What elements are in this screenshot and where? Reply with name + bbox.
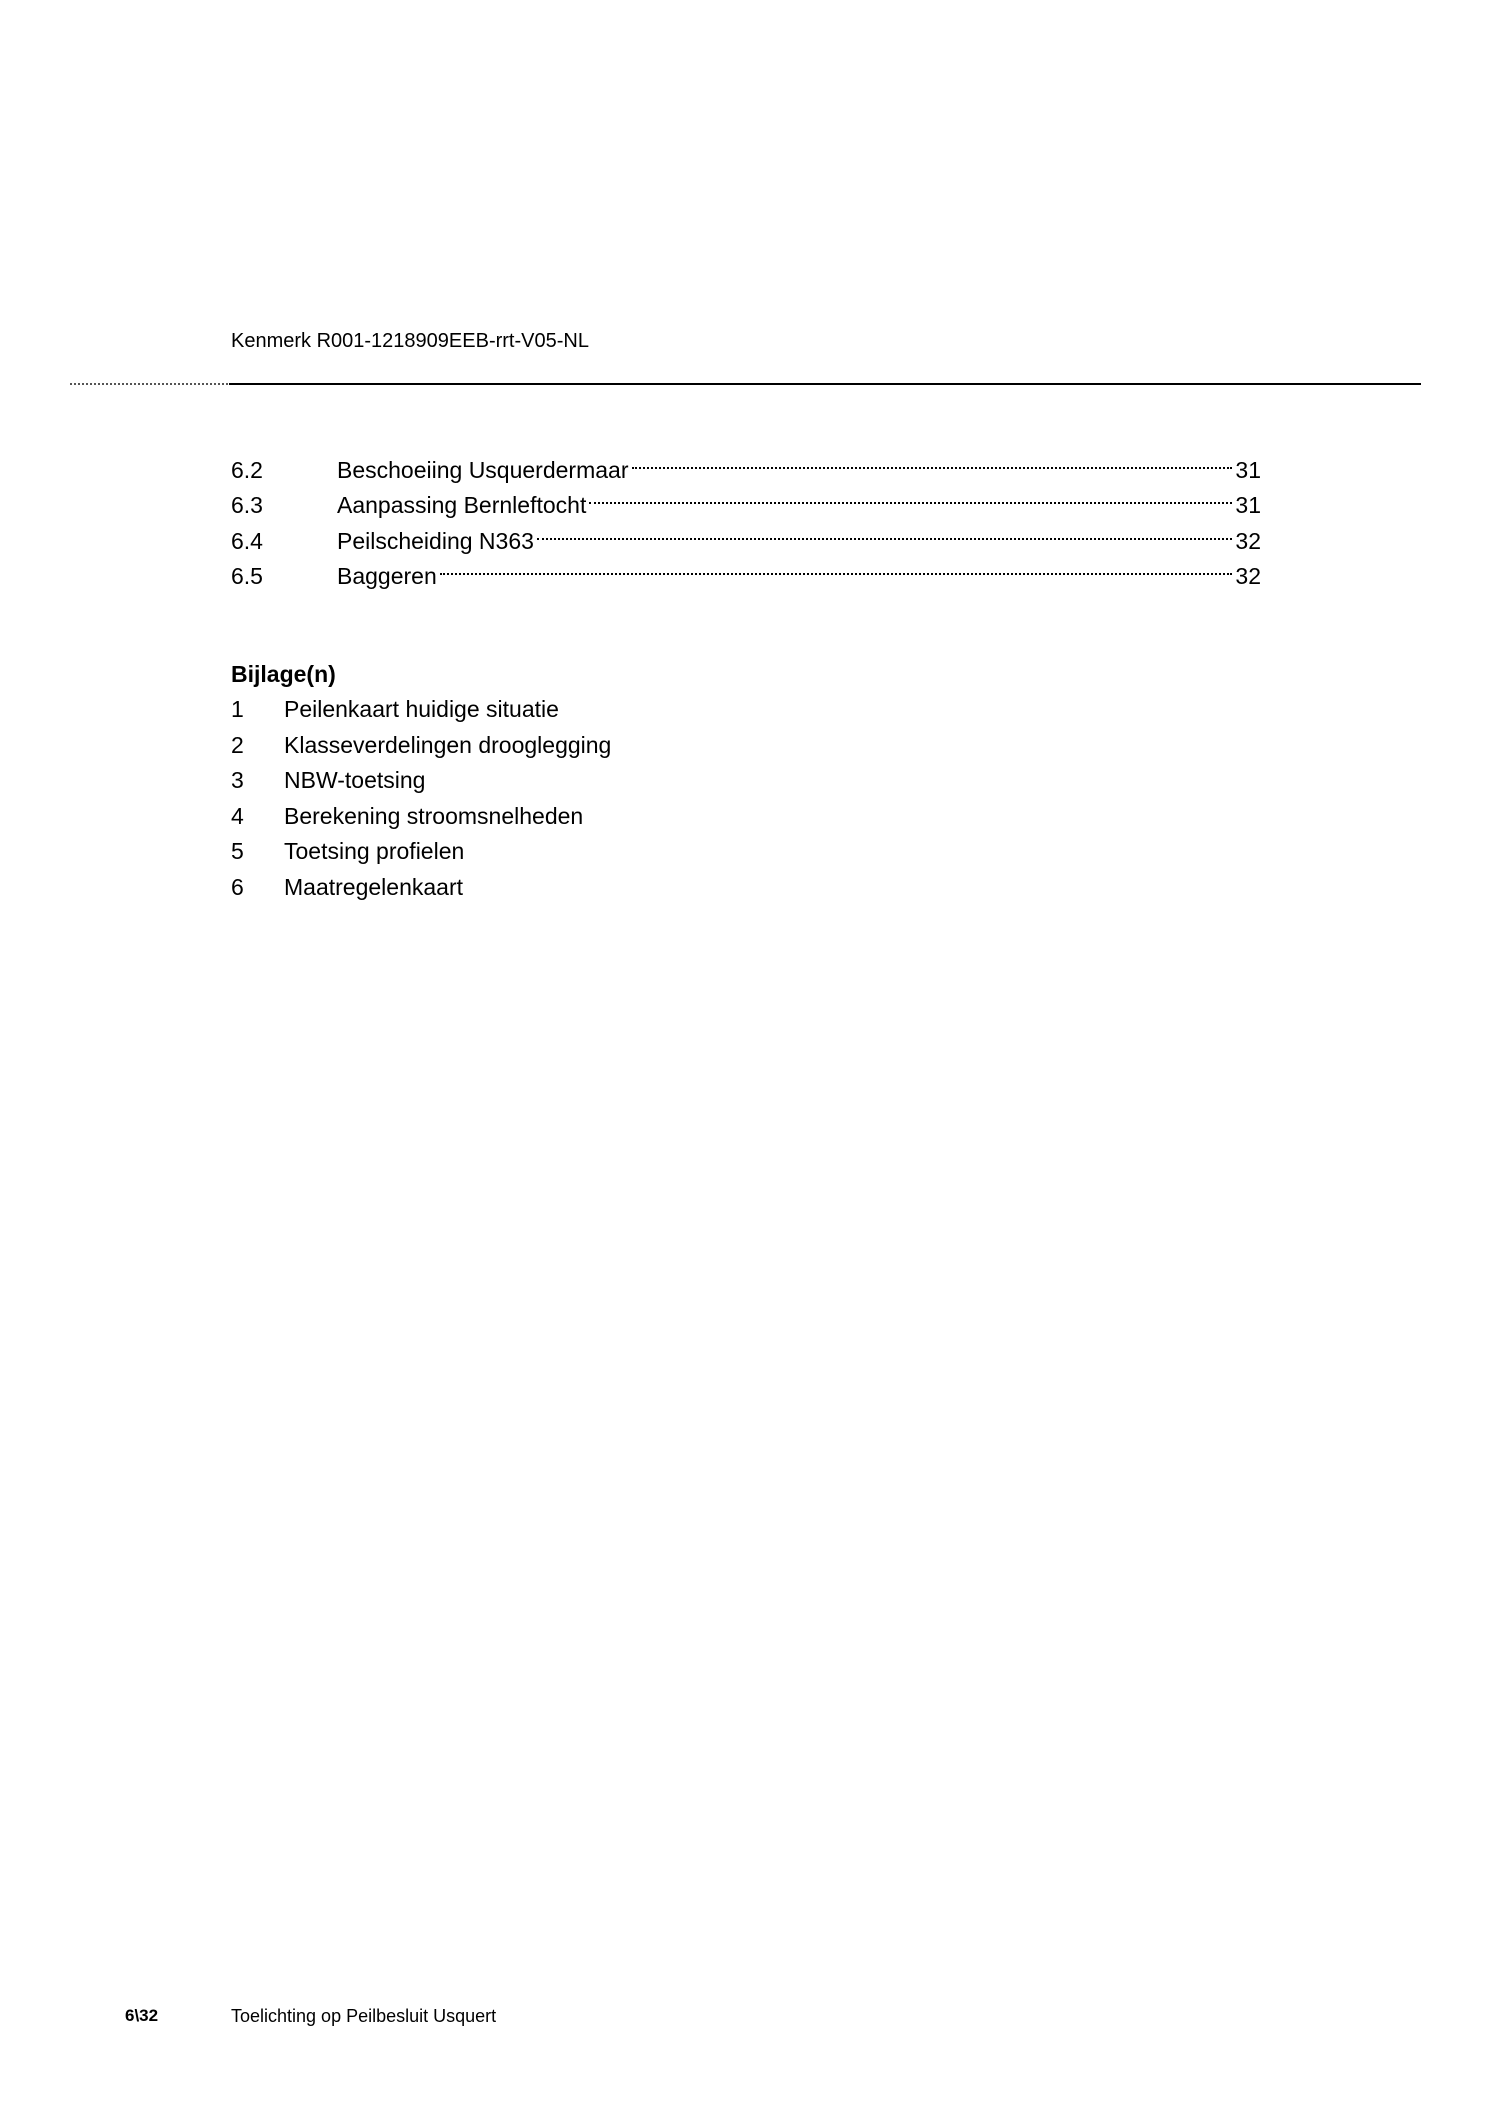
appendix-item-number: 1	[231, 696, 244, 722]
toc-entry-page: 31	[1235, 456, 1261, 483]
toc-entry-number: 6.4	[231, 527, 263, 554]
toc-entry-page: 32	[1235, 563, 1261, 589]
toc-entry[interactable]	[231, 442, 1261, 483]
toc-entry-number: 6.5	[231, 563, 263, 589]
toc-dot-leader	[589, 478, 1232, 514]
appendix-item-number: 3	[231, 767, 244, 793]
toc-entry-title: Peilscheiding N363	[337, 527, 534, 554]
toc-entry-page: 31	[1235, 492, 1261, 518]
footer-document-title: Toelichting op Peilbesluit Usquert	[231, 2006, 497, 2026]
appendix-item-title: Peilenkaart huidige situatie	[284, 696, 559, 722]
appendix-item-number: 6	[231, 873, 244, 900]
appendix-item-title: Klasseverdelingen drooglegging	[284, 731, 612, 758]
toc-entry-number: 6.3	[231, 492, 263, 518]
footer-page-number: 6\32	[125, 2006, 159, 2025]
appendix-item	[231, 870, 611, 906]
table-of-contents	[231, 442, 1261, 589]
toc-dot-leader	[537, 513, 1233, 549]
appendix-item-title: Berekening stroomsnelheden	[284, 802, 584, 829]
appendix-item-title: Toetsing profielen	[284, 838, 465, 864]
appendix-item-number: 5	[231, 838, 244, 864]
toc-dot-leader	[632, 442, 1233, 478]
appendix-list	[231, 656, 611, 905]
document-reference: Kenmerk R001-1218909EEB-rrt-V05-NL	[231, 330, 589, 352]
appendix-item-number: 4	[231, 802, 244, 829]
toc-entry-number: 6.2	[231, 456, 263, 483]
appendix-item-title: Maatregelenkaart	[284, 873, 463, 900]
toc-dot-leader	[440, 549, 1233, 585]
appendix-item	[231, 834, 611, 870]
appendix-item-title: NBW-toetsing	[284, 767, 426, 793]
header-dotted-rule	[70, 383, 228, 385]
appendix-item	[231, 692, 611, 728]
toc-entry-title: Beschoeiing Usquerdermaar	[337, 456, 629, 483]
appendix-item	[231, 728, 611, 764]
appendix-heading: Bijlage(n)	[231, 661, 336, 687]
header-solid-rule	[229, 383, 1421, 385]
appendix-item	[231, 799, 611, 835]
appendix-item	[231, 763, 611, 799]
toc-entry-page: 32	[1235, 527, 1261, 554]
toc-entry-title: Baggeren	[337, 563, 437, 589]
toc-entry-title: Aanpassing Bernleftocht	[337, 492, 587, 518]
appendix-item-number: 2	[231, 731, 244, 758]
